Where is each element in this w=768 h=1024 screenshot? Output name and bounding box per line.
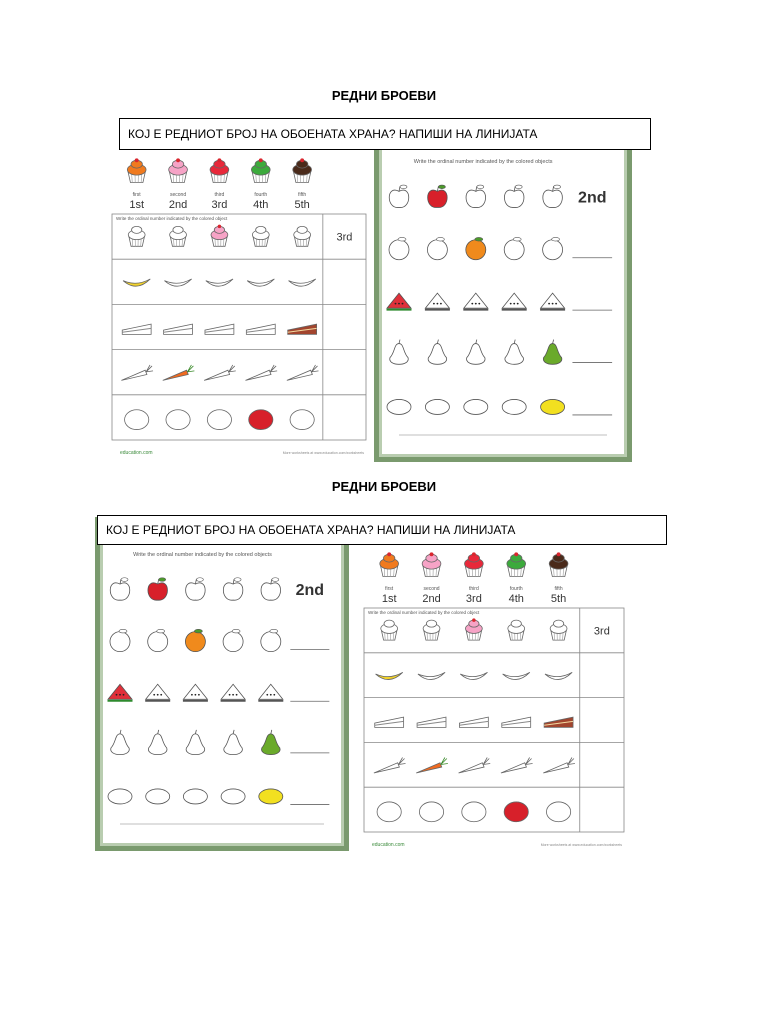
- ordinal-number: 3rd: [211, 199, 228, 211]
- banana-icon: [503, 672, 530, 679]
- carrot-icon: [459, 757, 491, 773]
- footer-logo-text: education.com: [120, 450, 153, 456]
- lemon-icon: [183, 789, 207, 804]
- tomato-icon: [546, 802, 570, 822]
- pear-icon: [428, 340, 447, 365]
- fruit-worksheet-image: [100, 522, 344, 846]
- worksheet-header: Write the ordinal number indicated by the colored objects: [133, 552, 272, 558]
- worksheet-header: Write the ordinal number indicated by the colored objects: [413, 159, 553, 165]
- fruit-worksheet: [95, 517, 349, 851]
- footer-text: More worksheets at www.education.com/worksheets: [282, 451, 364, 455]
- cupcake-icon: [423, 620, 440, 640]
- watermelon-icon: [145, 684, 170, 701]
- cupcake-icon: [381, 620, 398, 640]
- lemon-icon: [425, 399, 449, 414]
- pear-icon: [543, 340, 562, 365]
- carrot-icon: [204, 365, 236, 381]
- worksheet-header: Write the ordinal number indicated by the colored object: [368, 610, 480, 615]
- cupcake-worksheet: [108, 122, 370, 462]
- banana-icon: [545, 672, 572, 679]
- cake-slice-icon: [246, 324, 275, 334]
- cake-slice-icon: [417, 717, 446, 727]
- cupcake-icon: [465, 618, 482, 640]
- cupcake-icon: [128, 226, 145, 246]
- lemon-icon: [221, 789, 245, 804]
- cupcake-icon: [169, 158, 188, 182]
- apple-icon: [428, 185, 448, 207]
- ordinal-word: fourth: [254, 192, 268, 198]
- banana-icon: [289, 279, 316, 286]
- cupcake-worksheet: [360, 540, 628, 854]
- cake-slice-icon: [288, 324, 317, 334]
- watermelon-icon: [425, 293, 450, 310]
- ordinal-word: third: [214, 192, 225, 198]
- watermelon-icon: [258, 684, 283, 701]
- banana-icon: [164, 279, 191, 286]
- pear-icon: [390, 340, 409, 365]
- ordinal-number: 1st: [129, 199, 145, 211]
- lemon-icon: [146, 789, 170, 804]
- orange-icon: [185, 629, 205, 651]
- cupcake-worksheet-image: [360, 540, 628, 854]
- apple-icon: [186, 578, 206, 600]
- pear-icon: [505, 340, 524, 365]
- pear-icon: [111, 730, 130, 755]
- watermelon-icon: [108, 684, 133, 701]
- banana-icon: [460, 672, 487, 679]
- orange-icon: [261, 629, 281, 651]
- orange-icon: [389, 237, 409, 259]
- cake-slice-icon: [164, 324, 193, 334]
- tomato-icon: [166, 410, 190, 430]
- pear-icon: [224, 730, 243, 755]
- apple-icon: [466, 185, 486, 207]
- banana-icon: [206, 279, 233, 286]
- lemon-icon: [464, 399, 488, 414]
- ordinal-number: 2nd: [168, 199, 188, 211]
- cupcake-icon: [422, 552, 441, 576]
- carrot-icon: [245, 365, 277, 381]
- instruction-text: КОЈ Е РЕДНИОТ БРОЈ НА ОБОЕНАТА ХРАНА? НАПИШИ НА ЛИНИЈАТА: [106, 523, 516, 537]
- banana-icon: [247, 279, 274, 286]
- instruction-box: [97, 515, 667, 545]
- orange-icon: [543, 237, 563, 259]
- cake-slice-icon: [375, 717, 404, 727]
- cupcake-icon: [508, 620, 525, 640]
- cake-slice-icon: [502, 717, 531, 727]
- cupcake-icon: [550, 620, 567, 640]
- watermelon-icon: [221, 684, 246, 701]
- apple-icon: [223, 578, 243, 600]
- pear-icon: [186, 730, 205, 755]
- worksheet-header: Write the ordinal number indicated by the colored object: [116, 216, 228, 221]
- cupcake-icon: [507, 552, 526, 576]
- ordinal-word: second: [423, 586, 440, 592]
- cupcake-icon: [293, 158, 312, 182]
- orange-icon: [148, 629, 168, 651]
- cake-slice-icon: [122, 324, 151, 334]
- watermelon-icon: [463, 293, 488, 310]
- watermelon-icon: [502, 293, 527, 310]
- ordinal-word: second: [169, 192, 187, 198]
- carrot-icon: [121, 365, 153, 381]
- banana-icon: [123, 279, 150, 286]
- carrot-icon: [163, 365, 195, 381]
- example-answer: 2nd: [295, 582, 325, 600]
- carrot-icon: [543, 757, 575, 773]
- cake-slice-icon: [459, 717, 488, 727]
- ordinal-number: 4th: [253, 199, 269, 211]
- watermelon-icon: [540, 293, 565, 310]
- ordinal-number: 2nd: [422, 593, 441, 605]
- section-title: РЕДНИ БРОЕВИ: [331, 88, 437, 103]
- cupcake-icon: [211, 225, 228, 247]
- cupcake-worksheet-image: [108, 122, 370, 462]
- fruit-worksheet-image: [379, 127, 627, 457]
- orange-icon: [427, 237, 447, 259]
- ordinal-word: fifth: [554, 586, 563, 592]
- cupcake-icon: [380, 552, 399, 576]
- example-answer: 2nd: [578, 189, 607, 207]
- tomato-icon: [462, 802, 486, 822]
- ordinal-word: fourth: [509, 586, 523, 592]
- ordinal-word: third: [469, 586, 479, 592]
- apple-icon: [504, 185, 524, 207]
- tomato-icon: [377, 802, 401, 822]
- tomato-icon: [207, 410, 231, 430]
- carrot-icon: [501, 757, 533, 773]
- pear-icon: [262, 730, 281, 755]
- lemon-icon: [387, 399, 411, 414]
- instruction-text: КОЈ Е РЕДНИОТ БРОЈ НА ОБОЕНАТА ХРАНА? НАПИШИ НА ЛИНИЈАТА: [128, 127, 538, 141]
- lemon-icon: [259, 789, 283, 804]
- tomato-icon: [419, 802, 443, 822]
- watermelon-icon: [183, 684, 208, 701]
- example-answer: 3rd: [593, 625, 610, 638]
- ordinal-word: first: [385, 586, 394, 592]
- tomato-icon: [125, 410, 149, 430]
- apple-icon: [110, 578, 130, 600]
- watermelon-icon: [387, 293, 412, 310]
- tomato-icon: [249, 410, 273, 430]
- tomato-icon: [290, 410, 314, 430]
- cupcake-icon: [549, 552, 568, 576]
- ordinal-number: 5th: [294, 199, 310, 211]
- lemon-icon: [108, 789, 132, 804]
- tomato-icon: [504, 802, 528, 822]
- instruction-box: [119, 118, 651, 150]
- pear-icon: [467, 340, 486, 365]
- ordinal-word: fifth: [298, 192, 307, 198]
- orange-icon: [466, 237, 486, 259]
- footer-logo-text: education.com: [372, 842, 405, 848]
- example-answer: 3rd: [336, 231, 353, 244]
- cake-slice-icon: [205, 324, 234, 334]
- ordinal-number: 1st: [381, 593, 397, 605]
- cupcake-icon: [252, 226, 269, 246]
- lemon-icon: [541, 399, 565, 414]
- cupcake-icon: [210, 158, 229, 182]
- apple-icon: [389, 185, 409, 207]
- ordinal-word: first: [132, 192, 141, 198]
- orange-icon: [504, 237, 524, 259]
- cupcake-icon: [465, 552, 484, 576]
- cake-slice-icon: [544, 717, 573, 727]
- apple-icon: [261, 578, 281, 600]
- cupcake-icon: [127, 158, 146, 182]
- apple-icon: [148, 578, 168, 600]
- apple-icon: [543, 185, 563, 207]
- section-title: РЕДНИ БРОЕВИ: [331, 479, 437, 494]
- pear-icon: [148, 730, 167, 755]
- orange-icon: [223, 629, 243, 651]
- banana-icon: [376, 672, 403, 679]
- footer-text: More worksheets at www.education.com/worksheets: [540, 843, 622, 847]
- fruit-worksheet: [374, 122, 632, 462]
- ordinal-number: 4th: [508, 593, 524, 605]
- banana-icon: [418, 672, 445, 679]
- ordinal-number: 3rd: [465, 593, 482, 605]
- lemon-icon: [502, 399, 526, 414]
- carrot-icon: [374, 757, 406, 773]
- carrot-icon: [287, 365, 319, 381]
- cupcake-icon: [294, 226, 311, 246]
- carrot-icon: [416, 757, 448, 773]
- orange-icon: [110, 629, 130, 651]
- cupcake-icon: [251, 158, 270, 182]
- cupcake-icon: [170, 226, 187, 246]
- ordinal-number: 5th: [550, 593, 567, 605]
